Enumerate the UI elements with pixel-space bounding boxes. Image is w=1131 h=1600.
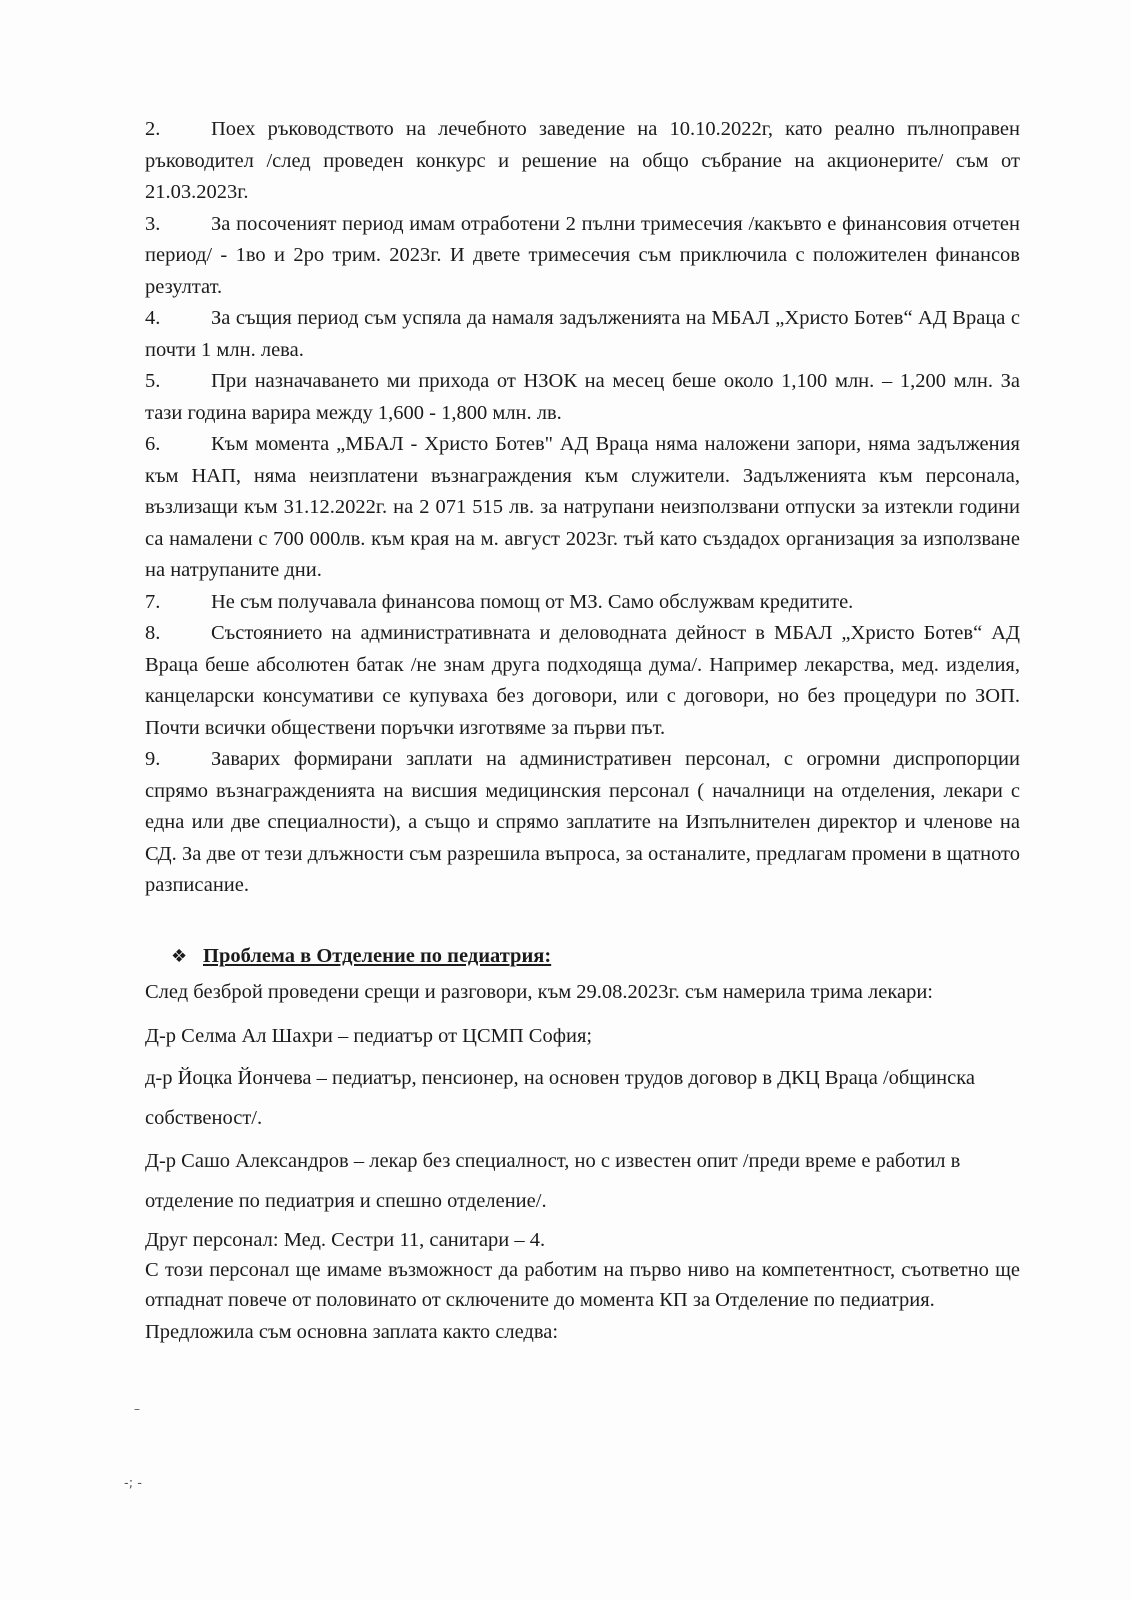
item-number: 4. <box>145 307 161 329</box>
item-text: При назначаването ми прихода от НЗОК на месец беше около 1,100 млн. – 1,200 млн. За тази година варира между 1,600 - 1,800 млн. лв. <box>145 370 1020 424</box>
paragraph-doctor-2: д-р Йоцка Йончева – педиатър, пенсионер, на основен трудов договор в ДКЦ Враца /общинска собственост/. <box>145 1066 975 1129</box>
paragraph-competence: С този персонал ще имаме възможност да работим на първо ниво на компетентност, съответно ще отпаднат повече от половинато от сключените до момента КП за Отделение по педиатрия. <box>145 1258 1020 1311</box>
item-text: Състоянието на административната и деловодната дейност в МБАЛ „Христо Ботев“ АД Враца беше абсолютен батак /не знам друга подходяща дума/. Например лекарства, мед. изделия, канцеларски консумативи се купуваха без договори, или с договори, но без процедури по ЗОП. Почти всички обществени поръчки изготвяме за първи път. <box>145 622 1020 739</box>
list-item-5 <box>145 366 1020 429</box>
list-item-8 <box>145 618 1020 744</box>
list-item-9 <box>145 744 1020 902</box>
diamond-bullet-icon: ❖ <box>171 945 188 967</box>
paragraph-doctors-found: След безброй проведени срещи и разговори, към 29.08.2023г. съм намерила трима лекари: <box>145 980 933 1003</box>
list-item-3 <box>145 209 1020 304</box>
document-body <box>145 114 1020 1347</box>
item-number: 3. <box>145 212 161 235</box>
item-text: Заварих формирани заплати на административен персонал, с огромни диспропорции спрямо възнагражденията на висшия медицинския персонал ( началници на отделения, лекари с една или две специалности), а също и спрямо заплатите на Изпълнителен директор и членове на СД. За две от тези длъжности съм разрешила въпроса, за останалите, предлагам промени в щатното разписание. <box>145 748 1020 896</box>
list-item-2 <box>145 114 1020 209</box>
list-item-6 <box>145 429 1020 587</box>
stray-scribble-mark: -; ‑ <box>124 1476 142 1491</box>
paragraph-salary-intro: Предложила съм основна заплата както следва: <box>145 1320 559 1343</box>
paragraph-doctor-3: Д-р Сашо Александров – лекар без специалност, но с известен опит /преди време е работил в отделение по педиатрия и спешно отделение/. <box>145 1149 961 1212</box>
list-item-7 <box>145 587 1020 619</box>
numbered-list <box>145 114 1020 902</box>
section-title: Проблема в Отделение по педиатрия: <box>203 944 552 967</box>
item-number: 2. <box>145 118 161 140</box>
stray-dash-mark: – <box>134 1402 140 1416</box>
item-number: 8. <box>145 622 161 644</box>
item-number: 5. <box>145 370 161 392</box>
paragraph-other-staff: Друг персонал: Мед. Сестри 11, санитари – 4. <box>145 1228 546 1251</box>
item-text: Към момента „МБАЛ - Христо Ботев" АД Враца няма наложени запори, няма задължения към НАП, няма неизплатени възнаграждения към служители. Задълженията към персонала, възлизащи към 31.12.2022г. на 2 071 515 лв. за натрупани неизползвани отпуски за изтекли години са намалени с 700 000лв. към края на м. август 2023г. тъй като създадох организация за използване на натрупаните дни. <box>145 433 1020 581</box>
item-text: За посоченият период имам отработени 2 пълни тримесечия /какъвто е финансовия отчетен период/ - 1во и 2ро трим. 2023г. И двете тримесечия съм приключила с положителен финансов резултат. <box>145 212 1020 298</box>
item-text: За същия период съм успяла да намаля задълженията на МБАЛ „Христо Ботев“ АД Враца с почти 1 млн. лева. <box>145 307 1020 361</box>
item-number: 7. <box>145 590 161 613</box>
section-heading <box>171 940 1020 972</box>
item-text: Не съм получавала финансова помощ от МЗ. Само обслужвам кредитите. <box>211 590 854 613</box>
paragraph-doctor-1: Д-р Селма Ал Шахри – педиатър от ЦСМП София; <box>145 1024 593 1047</box>
item-number: 6. <box>145 433 161 455</box>
list-item-4 <box>145 303 1020 366</box>
item-text: Поех ръководството на лечебното заведение на 10.10.2022г, като реално пълноправен ръководител /след проведен конкурс и решение на общо събрание на акционерите/ съм от 21.03.2023г. <box>145 118 1020 203</box>
item-number: 9. <box>145 748 161 770</box>
